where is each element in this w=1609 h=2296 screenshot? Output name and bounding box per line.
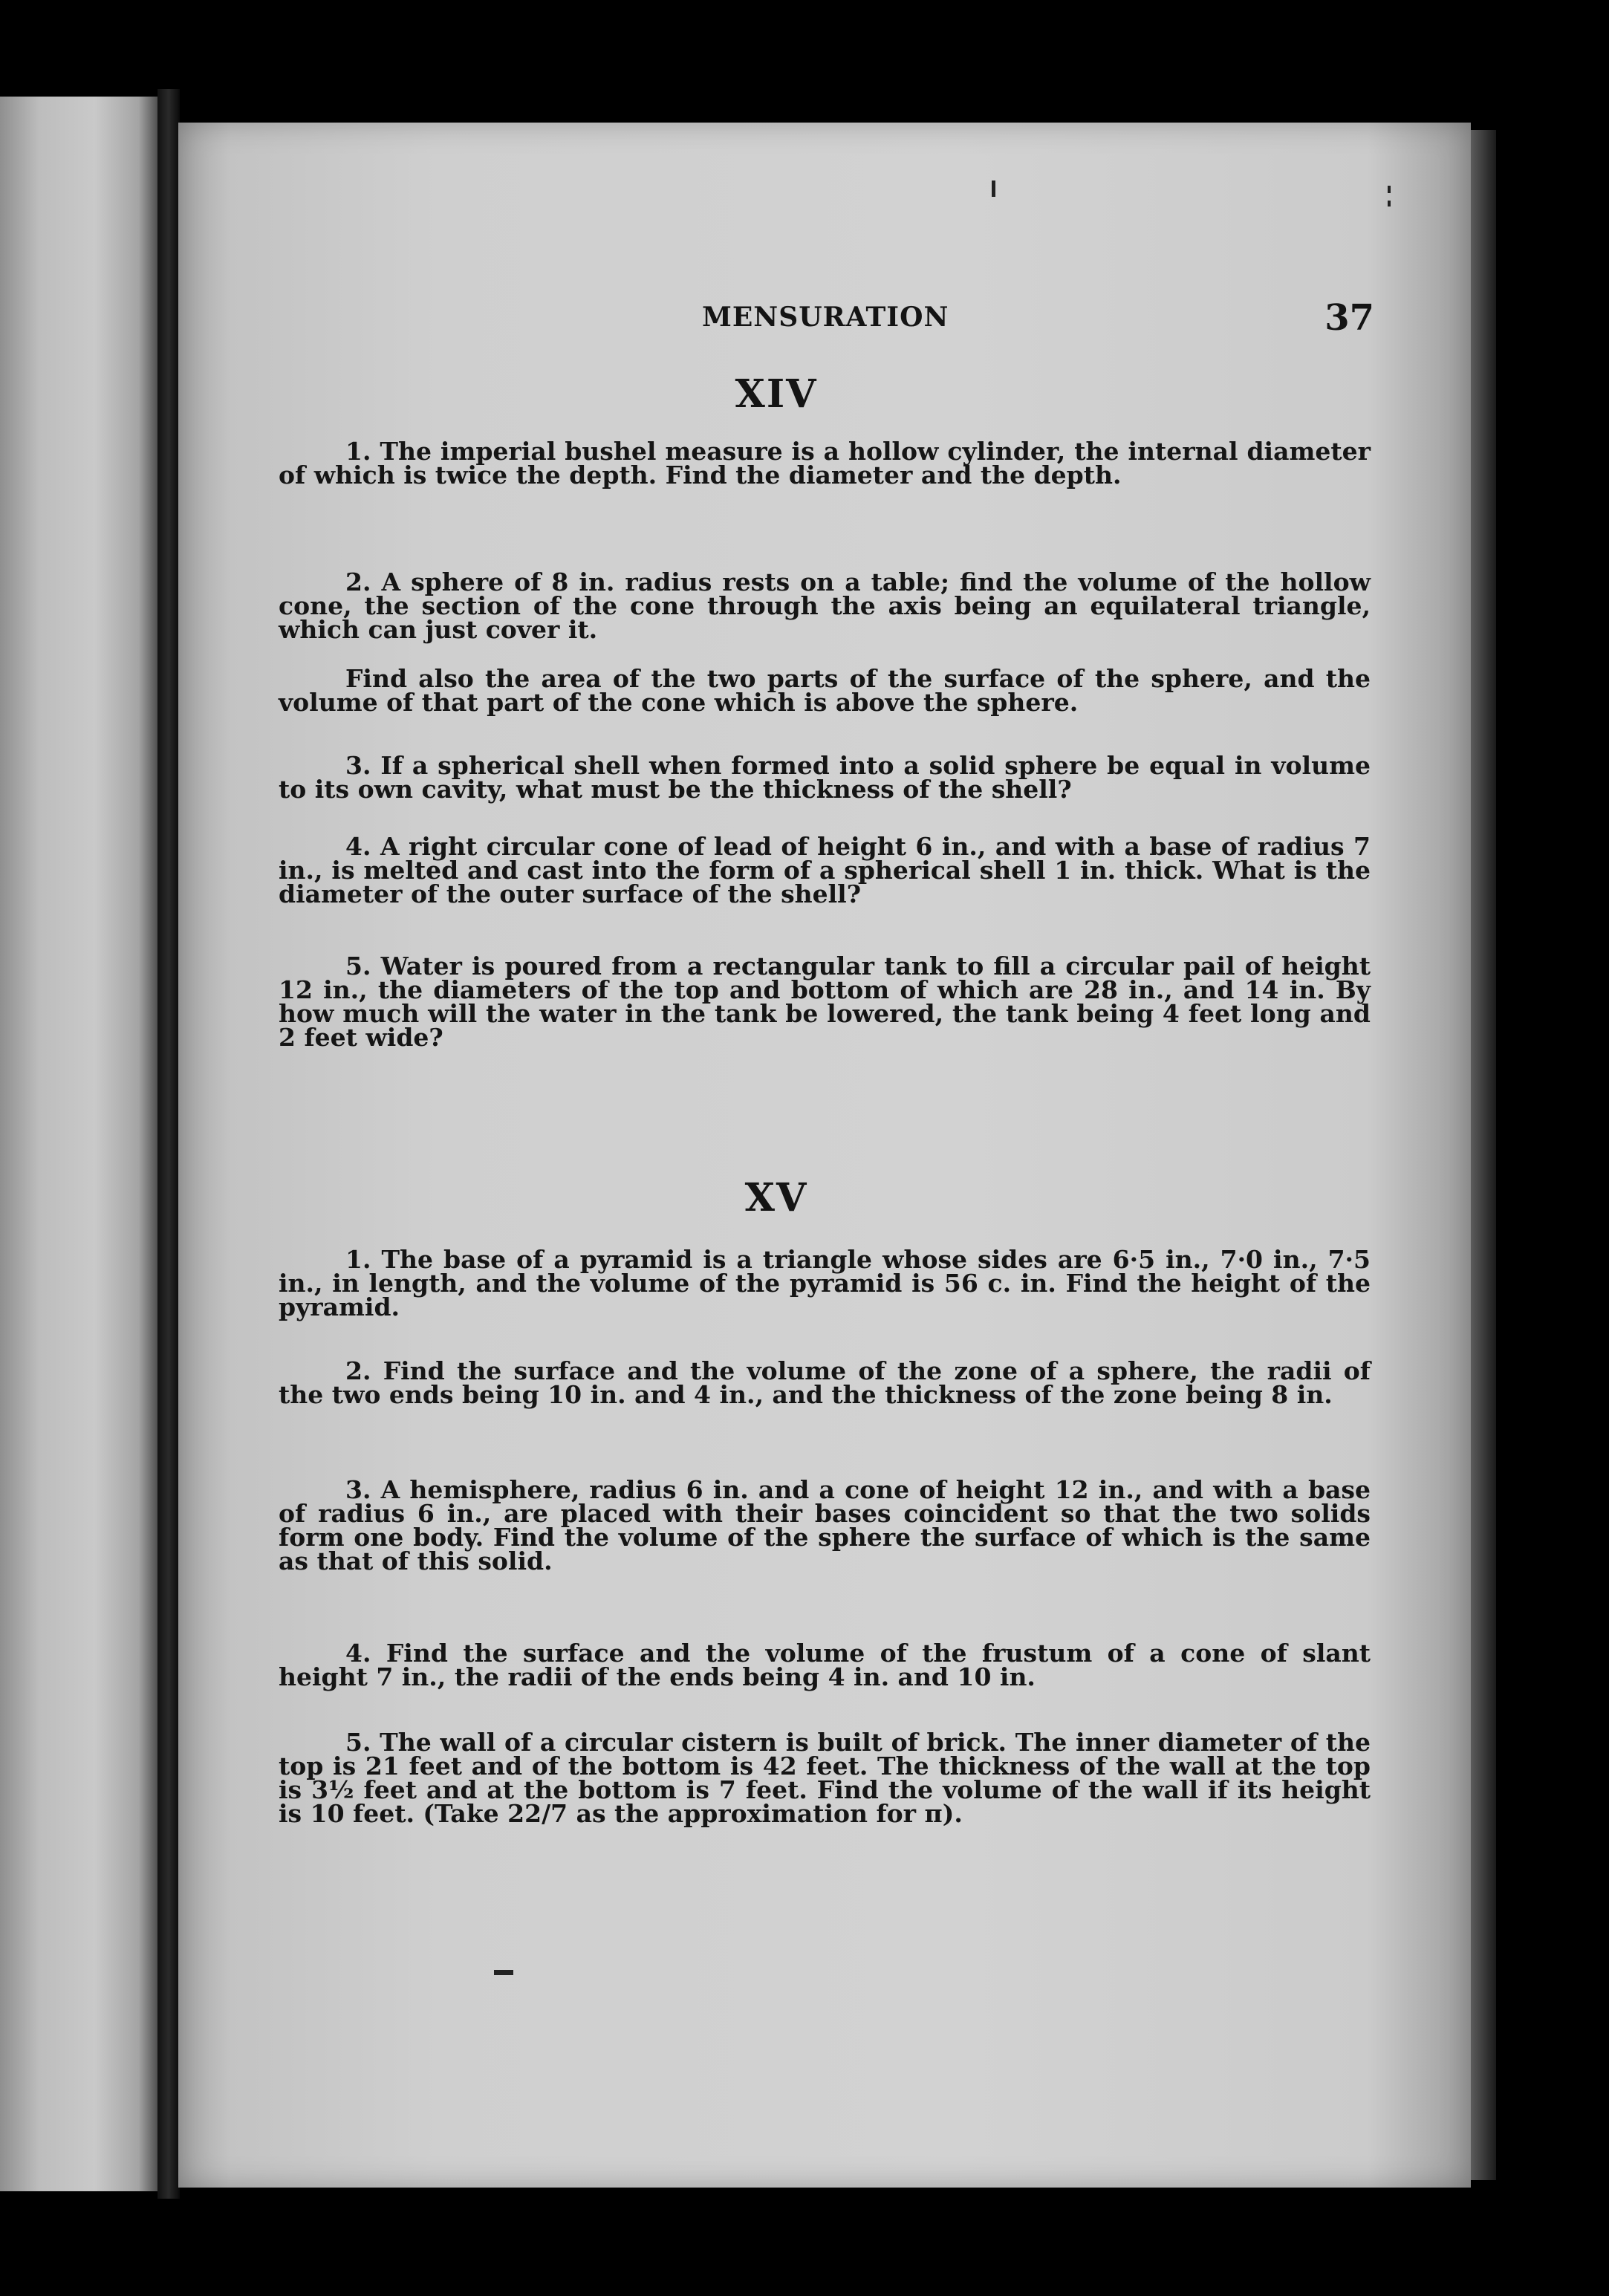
running-head [178,297,1374,342]
problem-xiv-2-continued: Find also the area of the two parts of the surface of the sphere, and the volume of that part of the cone which is above the sphere. [279,664,1371,717]
problem-xiv-3: 3. If a spherical shell when formed into a solid sphere be equal in volume to its own cavity, what must be the thickness of the shell? [279,751,1371,804]
page-number: 37 [1324,297,1374,339]
scan-speck [494,1970,513,1975]
scan-speck [1388,186,1391,193]
running-title: MENSURATION [702,302,949,333]
section-heading-xiv: XIV [735,371,818,417]
scan-speck [1388,201,1391,206]
problem-xiv-1: 1. The imperial bushel measure is a hollow cylinder, the internal diameter of which is twice the depth. Find the diameter and the depth. [279,437,1371,490]
page-edge-shadow [1471,130,1496,2180]
problem-xiv-4: 4. A right circular cone of lead of height 6 in., and with a base of radius 7 in., is melted and cast into the form of a spherical shell 1 in. thick. What is the diameter of the outer surface of the shell? [279,832,1371,908]
problem-xv-1: 1. The base of a pyramid is a triangle whose sides are 6·5 in., 7·0 in., 7·5 in., in length, and the volume of the pyramid is 56 c. in. Find the height of the pyramid. [279,1245,1371,1321]
problem-xv-4: 4. Find the surface and the volume of the frustum of a cone of slant height 7 in., the radii of the ends being 4 in. and 10 in. [279,1639,1371,1691]
book-gutter [157,89,180,2199]
facing-page-edge [0,97,157,2191]
section-heading-xv: XV [744,1175,808,1220]
problem-xiv-5: 5. Water is poured from a rectangular tank to fill a circular pail of height 12 in., the diameters of the top and bottom of which are 28 in., and 14 in. By how much will the water in the tank be lowered, the tank being 4 feet long and 2 feet wide? [279,952,1371,1052]
problem-xiv-2: 2. A sphere of 8 in. radius rests on a table; find the volume of the hollow cone, the section of the cone through the axis being an equilateral triangle, which can just cover it. [279,568,1371,644]
problem-xv-2: 2. Find the surface and the volume of the zone of a sphere, the radii of the two ends being 10 in. and 4 in., and the thickness of the zone being 8 in. [279,1356,1371,1409]
book-page [178,123,1471,2188]
problem-xv-3: 3. A hemisphere, radius 6 in. and a cone of height 12 in., and with a base of radius 6 in., are placed with their bases coincident so that the two solids form one body. Find the volume of the sphere the surface of which is the same as that of this solid. [279,1475,1371,1575]
problem-xv-5: 5. The wall of a circular cistern is built of brick. The inner diameter of the top is 21 feet and of the bottom is 42 feet. The thickness of the wall at the top is 3½ feet and at the bottom is 7 feet. Find the volume of the wall if its height is 10 feet. (Take 22/7 as the approximation for π). [279,1728,1371,1828]
scan-speck [992,181,995,197]
